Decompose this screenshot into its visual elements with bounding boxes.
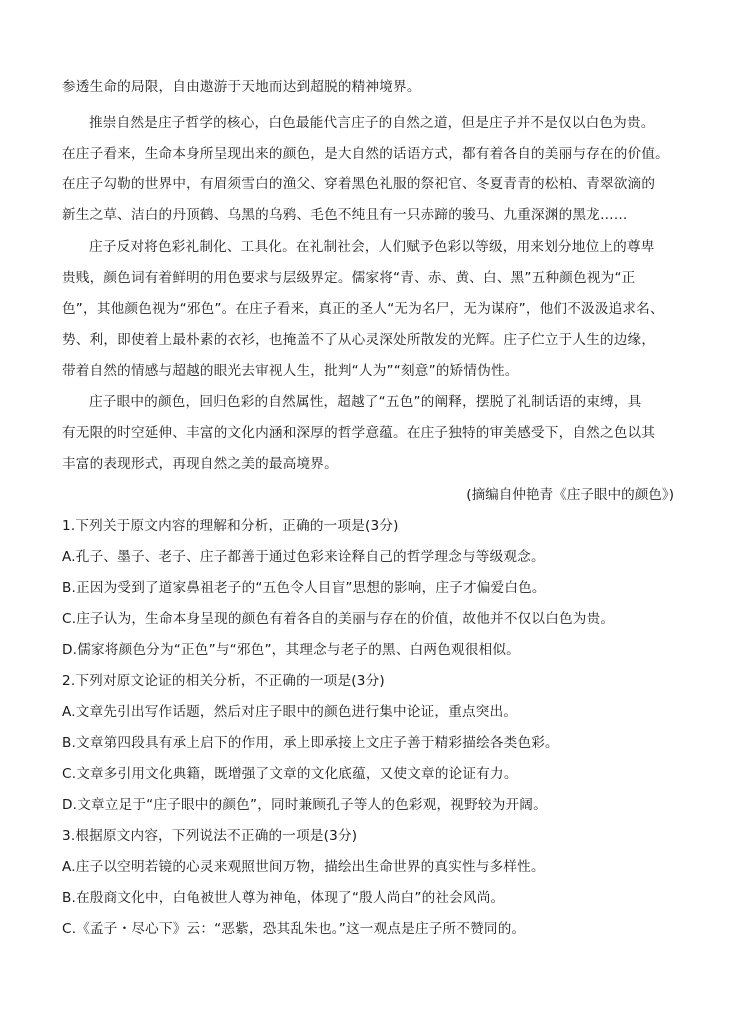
passage-line: 在庄子看来，生命本身所呈现出来的颜色，是大自然的话语方式，都有着各自的美丽与存在的价值。 xyxy=(62,146,669,162)
source-citation: (摘编自仲艳青《庄子眼中的颜色》) xyxy=(466,487,674,503)
question-stem: 1.下列关于原文内容的理解和分析，正确的一项是(3分) xyxy=(62,518,399,534)
answer-option: C.庄子认为，生命本身呈现的颜色有着各自的美丽与存在的价值，故他并不仅以白色为贵。 xyxy=(62,611,615,627)
passage-line: 贵贱，颜色词有着鲜明的用色要求与层级界定。儒家将“青、赤、黄、白、黑”五种颜色视为“正 xyxy=(62,270,636,286)
answer-option: A.庄子以空明若镜的心灵来观照世间万物，描绘出生命世界的真实性与多样性。 xyxy=(62,859,545,875)
passage-line: 庄子反对将色彩礼制化、工具化。在礼制社会，人们赋予色彩以等级，用来划分地位上的尊卑 xyxy=(89,239,655,255)
answer-option: B.在殷商文化中，白龟被世人尊为神龟，体现了“殷人尚白”的社会风尚。 xyxy=(62,890,505,906)
passage-line: 参透生命的局限，自由遨游于天地而达到超脱的精神境界。 xyxy=(62,79,421,95)
passage-line: 色”，其他颜色视为“邪色”。在庄子看来，真正的圣人“无为名尸，无为谋府”，他们不汲汲追求名、 xyxy=(62,301,664,317)
passage-line: 有无限的时空延伸、丰富的文化内涵和深厚的哲学意蕴。在庄子独特的审美感受下，自然之色以其 xyxy=(62,425,656,441)
answer-option: B.正因为受到了道家鼻祖老子的“五色令人目盲”思想的影响，庄子才偏爱白色。 xyxy=(62,580,546,596)
answer-option: D.文章立足于“庄子眼中的颜色”，同时兼顾孔子等人的色彩观，视野较为开阔。 xyxy=(62,797,547,813)
passage-line: 推崇自然是庄子哲学的核心，白色最能代言庄子的自然之道，但是庄子并不是仅以白色为贵。 xyxy=(89,115,655,131)
answer-option: A.孔子、墨子、老子、庄子都善于通过色彩来诠释自己的哲学理念与等级观念。 xyxy=(62,549,545,565)
question-stem: 3.根据原文内容，下列说法不正确的一项是(3分) xyxy=(62,828,358,844)
passage-line: 庄子眼中的颜色，回归色彩的自然属性，超越了“五色”的阐释，摆脱了礼制话语的束缚，具 xyxy=(89,394,642,410)
answer-option: C.《孟子・尽心下》云：“恶紫，恐其乱朱也。”这一观点是庄子所不赞同的。 xyxy=(62,921,526,937)
question-stem: 2.下列对原文论证的相关分析，不正确的一项是(3分) xyxy=(62,673,385,689)
passage-line: 带着自然的情感与超越的眼光去审视人生，批判“人为”“刻意”的矫情伪性。 xyxy=(62,363,519,379)
passage-line: 势、利，即使着上最朴素的衣衫，也掩盖不了从心灵深处所散发的光辉。庄子伫立于人生的边缘， xyxy=(62,332,656,348)
answer-option: B.文章第四段具有承上启下的作用，承上即承接上文庄子善于精彩描绘各类色彩。 xyxy=(62,735,559,751)
answer-option: C.文章多引用文化典籍，既增强了文章的文化底蕴，又使文章的论证有力。 xyxy=(62,766,518,782)
passage-line: 在庄子勾勒的世界中，有眉须雪白的渔父、穿着黑色礼服的祭祀官、冬夏青青的松柏、青翠欲滴的 xyxy=(62,176,656,192)
answer-option: D.儒家将颜色分为“正色”与“邪色”，其理念与老子的黑、白两色观很相似。 xyxy=(62,642,520,658)
passage-line: 丰富的表现形式，再现自然之美的最高境界。 xyxy=(62,456,338,472)
answer-option: A.文章先引出写作话题，然后对庄子眼中的颜色进行集中论证，重点突出。 xyxy=(62,704,518,720)
passage-line: 新生之草、洁白的丹顶鹤、乌黑的乌鸦、毛色不纯且有一只赤蹄的骏马、九重深渊的黑龙…… xyxy=(62,207,628,223)
